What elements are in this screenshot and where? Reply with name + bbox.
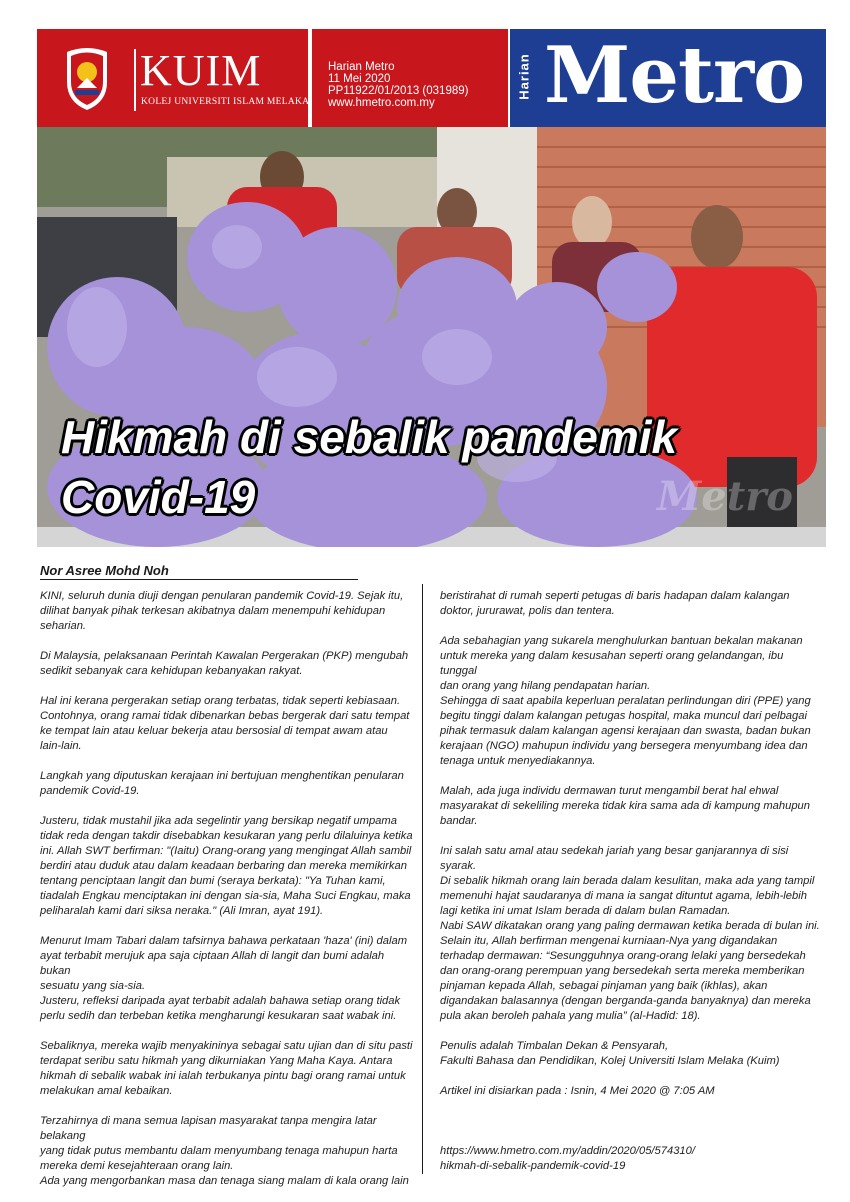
publication-date: 11 Mei 2020 xyxy=(328,73,391,85)
metro-logo-word: Metro xyxy=(544,30,805,121)
photo-watermark: Metro xyxy=(657,473,793,520)
paragraph: Hal ini kerana pergerakan setiap orang terbatas, tidak seperti kebiasaan. Contohnya, orang ramai tidak dibenarkan bebas bergerak dari satu tempat ke tempat lain atau keluar bekerja atau bersosial di tempat awam atau lain-lain. xyxy=(40,695,410,752)
paragraph: Ada sebahagian yang sukarela menghulurkan bantuan bekalan makanan untuk mereka yang dalam kesusahan seperti orang gelandangan, ibu tunggal dan orang yang hilang pendapatan harian. xyxy=(440,635,803,692)
paragraph: Langkah yang diputuskan kerajaan ini bertujuan menghentikan penularan pandemik Covid-19. xyxy=(40,770,404,797)
paragraph: Sehingga di saat apabila keperluan peralatan perlindungan diri (PPE) yang begitu tinggi dalam kalangan petugas hospital, maka muncul dari pelbagai pihak termasuk dalam kalangan agensi kerajaan dan swasta, badan bukan kerajaan (NGO) mahupun individu yang bersegera menyumbang idea dan tenaga untuk menyediakannya. xyxy=(440,695,811,767)
article-headline xyxy=(61,407,677,527)
harian-metro-logo xyxy=(510,29,826,127)
byline-rule xyxy=(40,579,358,580)
metro-info-block xyxy=(312,29,508,127)
paragraph: Terzahirnya di mana semua lapisan masyarakat tanpa mengira latar belakang yang tidak putus membantu dalam menyumbang tenaga mahupun harta mereka demi kesejahteraan orang lain. xyxy=(40,1115,398,1172)
kuim-subtitle: KOLEJ UNIVERSITI ISLAM MELAKA xyxy=(141,97,310,107)
kuim-divider xyxy=(134,49,136,111)
publication-permit: PP11922/01/2013 (031989) xyxy=(328,85,469,97)
paragraph: Malah, ada juga individu dermawan turut mengambil berat hal ehwal masyarakat di sekeliling mereka tidak kira sama ada di kampung mahupun bandar. xyxy=(440,785,810,827)
author-note: Penulis adalah Timbalan Dekan & Pensyarah, Fakulti Bahasa dan Pendidikan, Kolej Universiti Islam Melaka (Kuim) xyxy=(440,1040,780,1067)
column-divider xyxy=(422,584,423,1174)
paragraph: Nabi SAW dikatakan orang yang paling dermawan ketika berada di bulan ini. Selain itu, Allah berfirman mengenai kurniaan-Nya yang digandakan terhadap dermawan: “Sesungguhnya orang-orang lelaki yang bersedekah dan orang-orang perempuan yang bersedekah serta mereka memberikan pinjaman kepada Allah, sebagai pinjaman yang baik (ikhlas), akan digandakan balasannya (dengan berganda-ganda banyaknya) dan mereka pula akan beroleh pahala yang mulia” (al-Hadid: 18). xyxy=(440,920,820,1022)
kuim-logo-block xyxy=(37,29,308,127)
paragraph: Sebaliknya, mereka wajib menyakininya sebagai satu ujian dan di situ pasti terdapat seribu satu hikmah yang dikurniakan Yang Maha Kaya. Antara hikmah di sebalik wabak ini ialah terbukanya pintu bagi orang ramai untuk melakukan amal kebaikan. xyxy=(40,1040,413,1097)
paragraph: Ada yang mengorbankan masa dan tenaga siang malam di kala orang lain xyxy=(40,1175,409,1187)
publication-url: www.hmetro.com.my xyxy=(328,97,435,109)
publication-name: Harian Metro xyxy=(328,61,395,73)
paragraph: Ini salah satu amal atau sedekah jariah yang besar ganjarannya di sisi syarak. Di sebalik hikmah orang lain berada dalam kesulitan, maka ada yang tampil memenuhi hajat saudaranya di mana ia sangat dituntut agama, lebih-lebih lagi ketika ini umat Islam berada di dalam bulan Ramadan. xyxy=(440,845,815,917)
headline-line-2: Covid-19 xyxy=(61,471,256,523)
source-url[interactable]: https://www.hmetro.com.my/addin/2020/05/574310/ hikmah-di-sebalik-pandemik-covid-19 xyxy=(440,1145,695,1172)
paragraph: Di Malaysia, pelaksanaan Perintah Kawalan Pergerakan (PKP) mengubah sedikit sebanyak cara kehidupan kebanyakan rakyat. xyxy=(40,650,409,677)
kuim-name: KUIM xyxy=(140,46,262,95)
paragraph: Menurut Imam Tabari dalam tafsirnya bahawa perkataan 'haza' (ini) dalam ayat terbabit merujuk apa saja ciptaan Allah di langit dan bumi adalah bukan sesuatu yang sia-sia. xyxy=(40,935,408,992)
paragraph: Justeru, refleksi daripada ayat terbabit adalah bahawa setiap orang tidak perlu sedih dan terbeban ketika mengharungi kesukaran saat wabak ini. xyxy=(40,995,401,1022)
publish-note: Artikel ini disiarkan pada : Isnin, 4 Mei 2020 @ 7:05 AM xyxy=(440,1085,715,1097)
article-byline: Nor Asree Mohd Noh xyxy=(40,563,169,578)
kuim-crest-icon xyxy=(59,42,115,114)
metro-logo-harian: Harian xyxy=(516,53,532,100)
paragraph: KINI, seluruh dunia diuji dengan penularan pandemik Covid-19. Sejak itu, dilihat banyak pihak terkesan akibatnya dalam menempuhi kehidupan seharian. xyxy=(40,590,404,632)
headline-line-1: Hikmah di sebalik pandemik xyxy=(61,411,678,463)
article-photo xyxy=(37,127,826,547)
paragraph: beristirahat di rumah seperti petugas di baris hadapan dalam kalangan doktor, jururawat, polis dan tentera. xyxy=(440,590,790,617)
paragraph: Justeru, tidak mustahil jika ada segelintir yang bersikap negatif umpama tidak reda dengan takdir disebabkan kesukaran yang perlu dilaluinya ketika ini. Allah SWT berfirman: "(Iaitu) Orang-orang yang mengingat Allah sambil berdiri atau duduk atau dalam keadaan berbaring dan mereka memikirkan tentang penciptaan langit dan bumi (seraya berkata): "Ya Tuhan kami, tiadalah Engkau menciptakan ini dengan sia-sia, Maha Suci Engkau, maka peliharalah kami dari siksa neraka." (Ali Imran, ayat 191). xyxy=(40,815,413,917)
